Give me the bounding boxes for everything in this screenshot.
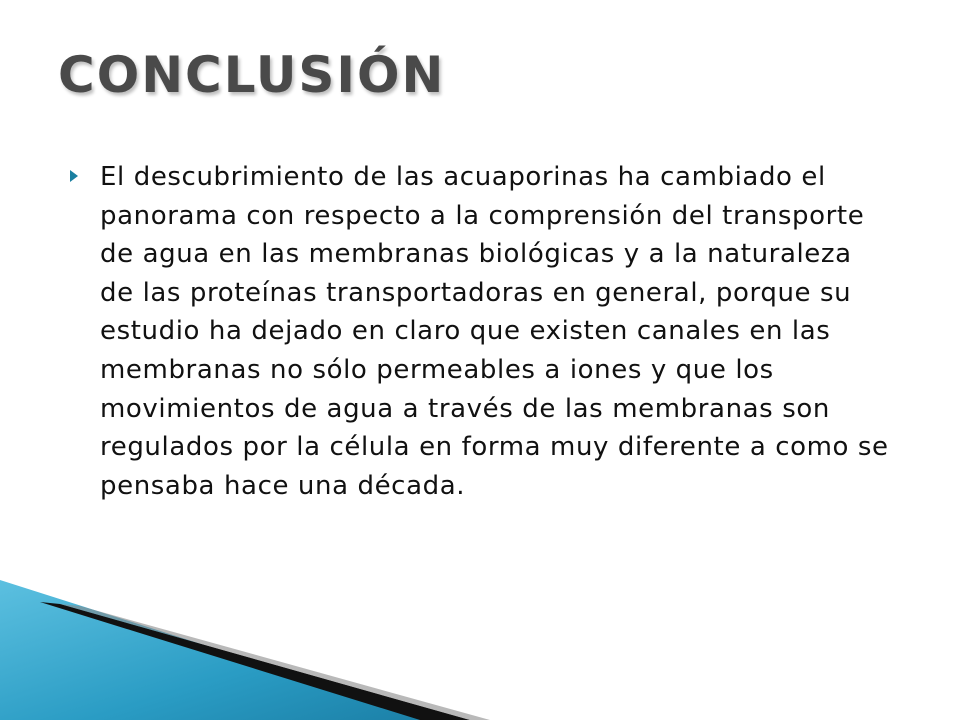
- bullet-item: [70, 158, 900, 505]
- bullet-text: El descubrimiento de las acuaporinas ha cambiado el panorama con respecto a la comprensión del transporte de agua en las membranas biológicas y a la naturaleza de las proteínas transportadoras en general, porque su estudio ha dejado en claro que existen canales en las membranas no sólo permeables a iones y que los movimientos de agua a través de las membranas son regulados por la célula en forma muy diferente a como se pensaba hace una década.: [100, 162, 889, 501]
- slide-title: CONCLUSIÓN: [58, 46, 446, 104]
- triangle-bullet-icon: [70, 170, 78, 182]
- slide-body: [70, 158, 900, 505]
- corner-decoration: [0, 580, 960, 720]
